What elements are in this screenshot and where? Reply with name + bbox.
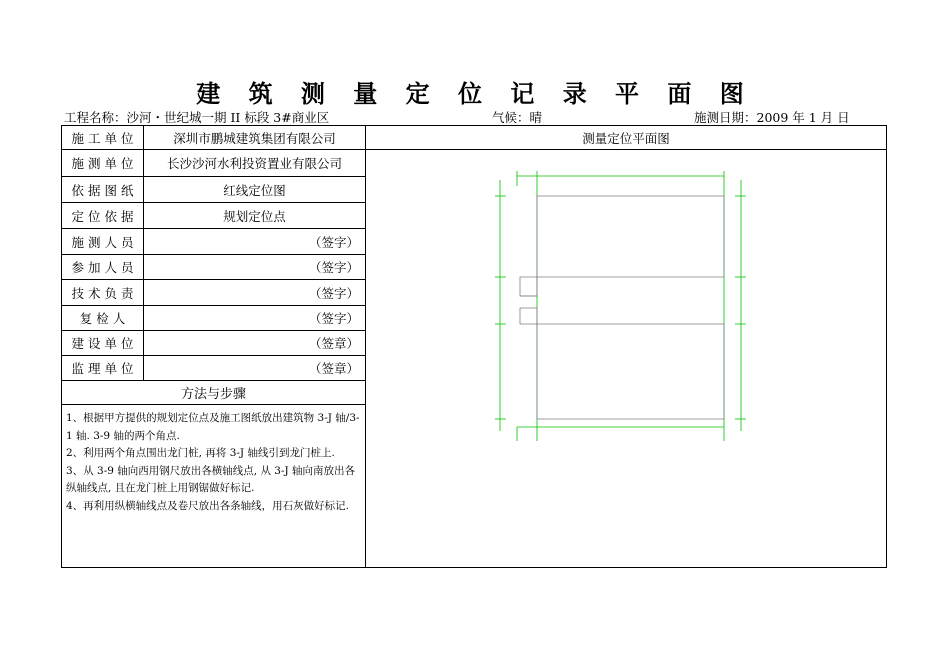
site-plan-drawing: [62, 126, 886, 567]
signature-note: （签字）: [308, 260, 359, 275]
building-outline: [520, 196, 724, 419]
survey-date: 施测日期：2009 年 1 月 日: [694, 110, 850, 125]
row-label: 施 测 人 员: [62, 229, 144, 254]
weather: 气候：晴: [492, 110, 543, 125]
signature-note: （签字）: [308, 234, 359, 250]
record-table: [61, 125, 887, 568]
row-label: 施 测 单 位: [62, 150, 144, 176]
seal-note: （签章）: [308, 336, 359, 351]
method-step: 2、利用两个角点围出龙门桩, 再将 3-J 轴线引到龙门桩上.: [66, 447, 335, 459]
axis-lines: [495, 171, 746, 441]
row-label: 依 据 图 纸: [62, 177, 144, 202]
signature-note: （签字）: [308, 285, 359, 301]
row-value: 规划定位点: [223, 208, 286, 224]
row-label: 定 位 依 据: [62, 203, 144, 228]
method-step: 3、从 3-9 轴向西用钢尺放出各横轴线点, 从 3-J 轴向南放出各纵轴线点, 且在龙门桩上用钢锯做好标记.: [66, 464, 356, 494]
row-label: 监 理 单 位: [62, 356, 144, 380]
plan-heading: 测量定位平面图: [366, 126, 886, 150]
seal-note: （签章）: [308, 361, 359, 376]
method-step: 1、根据甲方提供的规划定位点及施工图纸放出建筑物 3-J 轴/3-1 轴. 3-9 轴的两个角点.: [66, 412, 360, 442]
row-value: 红线定位图: [223, 182, 286, 198]
method-step: 4、再利用纵横轴线点及卷尺放出各条轴线，用石灰做好标记.: [66, 499, 350, 512]
row-value: 深圳市鹏城建筑集团有限公司: [173, 130, 336, 146]
row-label: 参 加 人 员: [62, 255, 144, 279]
row-label: 建 设 单 位: [62, 331, 144, 355]
method-heading: 方法与步骤: [62, 381, 365, 405]
document-title: 建 筑 测 量 定 位 记 录 平 面 图: [196, 79, 754, 108]
row-label: 技 术 负 责: [62, 280, 144, 305]
project-name: 工程名称：沙河・世纪城一期 II 标段 3#商业区: [64, 110, 330, 125]
row-value: 长沙沙河水利投资置业有限公司: [166, 156, 342, 171]
signature-note: （签字）: [308, 311, 359, 326]
row-label: 施 工 单 位: [62, 126, 144, 149]
row-label: 复 检 人: [62, 306, 144, 330]
